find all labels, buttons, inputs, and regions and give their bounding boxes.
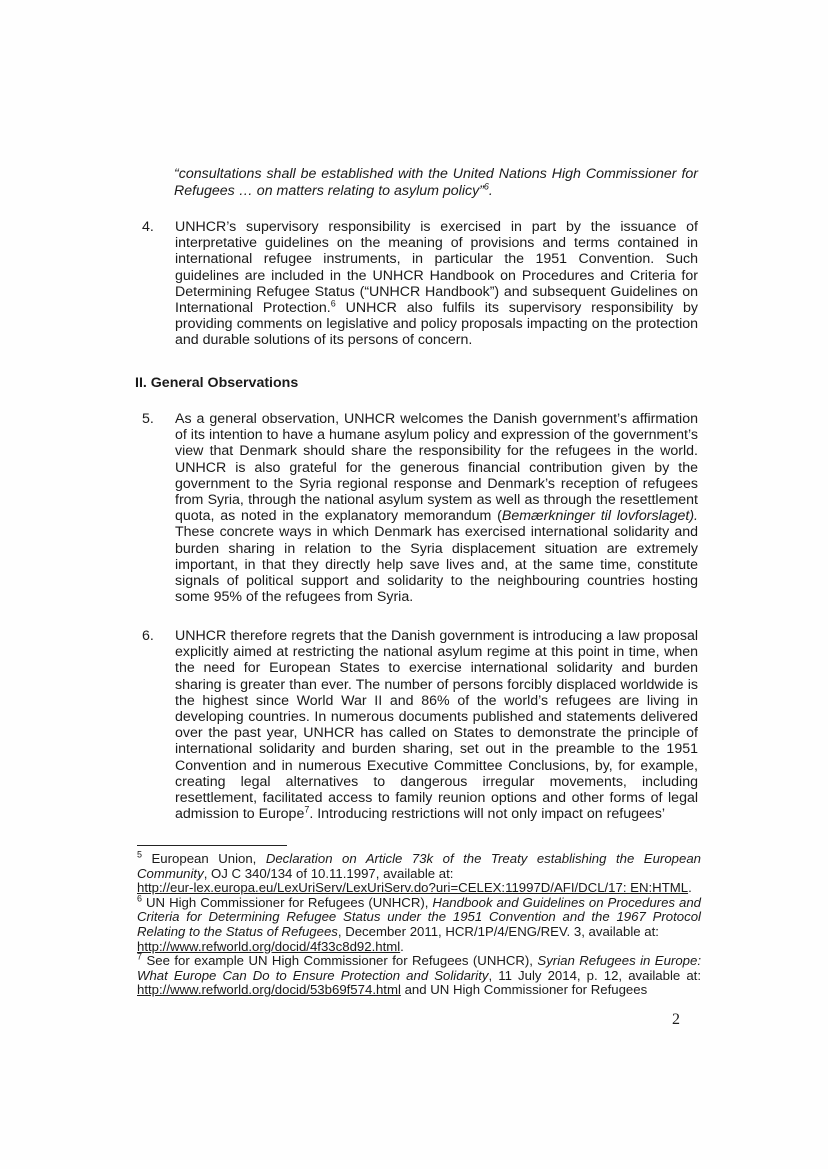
footnote-link[interactable]: http://www.refworld.org/docid/4f33c8d92.html <box>137 938 401 954</box>
footnote-ref[interactable]: 6 <box>330 298 336 309</box>
footnote-5 <box>137 849 701 896</box>
footnote-link[interactable]: http://eur-lex.europa.eu/LexUriServ/LexUriServ.do?uri=CELEX:11997D/AFI/DCL/17: EN:HTML <box>137 880 689 896</box>
paragraph-4 <box>142 219 698 349</box>
footnote-text: UN High Commissioner for Refugees (UNHCR), <box>142 894 433 910</box>
section-heading: II. General Observations <box>135 375 299 391</box>
footnotes <box>137 849 702 998</box>
paragraph-text: UNHCR’s supervisory responsibility is exercised in part by the issuance of interpretative guidelines on the meaning of provisions and terms contained in international refugee instruments, in particular the 1951 Convention. Such guidelines are included in the UNHCR Handbook on Procedures and Criteria for Determining Refugee Status (“UNHCR Handbook”) and subsequent Guidelines on International Protection. <box>175 219 698 317</box>
quote-text: “consultations shall be established with the United Nations High Commissioner for Refugees … on matters relating to asylum policy” <box>174 166 698 200</box>
footnote-text: , 11 July 2014, p. 12, available at: <box>488 967 701 983</box>
footnote-ref[interactable]: 7 <box>304 804 310 815</box>
footnote-link[interactable]: http://www.refworld.org/docid/53b69f574.html <box>137 982 401 998</box>
footnote-text: European Union, <box>142 851 266 866</box>
footnote-mark: 6 <box>137 893 143 904</box>
quote-end: . <box>488 183 493 200</box>
paragraph-text: These concrete ways in which Denmark has exercised international solidarity and burden sharing in relation to the Syria displacement situation are extremely important, in that they directly help save lives and, at the same time, constitute signals of political support and solidarity to the neighbouring countries hosting some 95% of the refugees from Syria. <box>175 524 698 606</box>
footnote-text: . <box>688 880 692 896</box>
paragraph-body <box>175 411 698 605</box>
footnote-text: . <box>400 938 404 954</box>
paragraph-text: UNHCR therefore regrets that the Danish government is introducing a law proposal explicitly aimed at restricting the national asylum regime at this point in time, when the need for European States to exercise international solidarity and burden sharing is greater than ever. The number of persons forcibly displaced worldwide is the highest since World War II and 86% of the world’s refugees are living in developing countries. In numerous documents published and statements delivered over the past year, UNHCR has called on States to demonstrate the principle of international solidarity and burden sharing, set out in the preamble to the 1951 Convention and in numerous Executive Committee Conclusions, by, for example, creating legal alternatives to dangerous irregular movements, including resettlement, facilitated access to family reunion options and other forms of legal admission to Europe <box>175 628 698 823</box>
footnote-7 <box>137 951 701 998</box>
footnote-text: , OJ C 340/134 of 10.11.1997, available at: <box>203 865 454 881</box>
footnote-ref[interactable]: 6 <box>483 181 489 192</box>
footnote-title: Syrian Refugees in Europe: What Europe Can Do to Ensure Protection and Solidarity <box>137 953 701 983</box>
paragraph-5 <box>142 411 698 605</box>
paragraph-text: . Introducing restrictions will not only impact on refugees’ <box>309 806 666 823</box>
footnote-6 <box>137 893 702 954</box>
paragraph-number: 5. <box>142 411 154 427</box>
footnote-separator <box>137 845 287 846</box>
paragraph-body <box>175 628 698 822</box>
paragraph-6 <box>142 628 698 822</box>
paragraph-number: 6. <box>142 628 154 644</box>
footnote-mark: 7 <box>137 951 143 962</box>
quote-paragraph <box>174 166 698 201</box>
paragraph-text: As a general observation, UNHCR welcomes the Danish government’s affirmation of its intention to have a humane asylum policy and expression of the government’s view that Denmark should share the responsibility for the refugees in the world. UNHCR is also grateful for the generous financial contribution given by the government to the Syria regional response and Denmark’s reception of refugees from Syria, through the national asylum system as well as through the resettlement quota, as noted in the explanatory memorandum ( <box>175 411 698 525</box>
footnote-text: See for example UN High Commissioner for Refugees (UNHCR), <box>142 953 538 969</box>
footnote-mark: 5 <box>137 849 143 860</box>
footnote-text: , December 2011, HCR/1P/4/ENG/REV. 3, available at: <box>337 923 659 939</box>
paragraph-italic-text: Bemærkninger til lovforslaget). <box>501 508 698 525</box>
footnote-text: and UN High Commissioner for Refugees <box>400 982 648 998</box>
footnote-title: Declaration on Article 73k of the Treaty establishing the European Community <box>137 851 701 881</box>
footnote-title: Handbook and Guidelines on Procedures and Criteria for Determining Refugee Status under the 1951 Convention and the 1967 Protocol Relating to the Status of Refugees <box>137 894 702 939</box>
paragraph-text: UNHCR also fulfils its supervisory responsibility by providing comments on legislative and policy proposals impacting on the protection and durable solutions of its persons of concern. <box>175 300 698 349</box>
paragraph-body <box>175 219 698 349</box>
page-number: 2 <box>672 1011 680 1028</box>
paragraph-number: 4. <box>142 219 154 235</box>
